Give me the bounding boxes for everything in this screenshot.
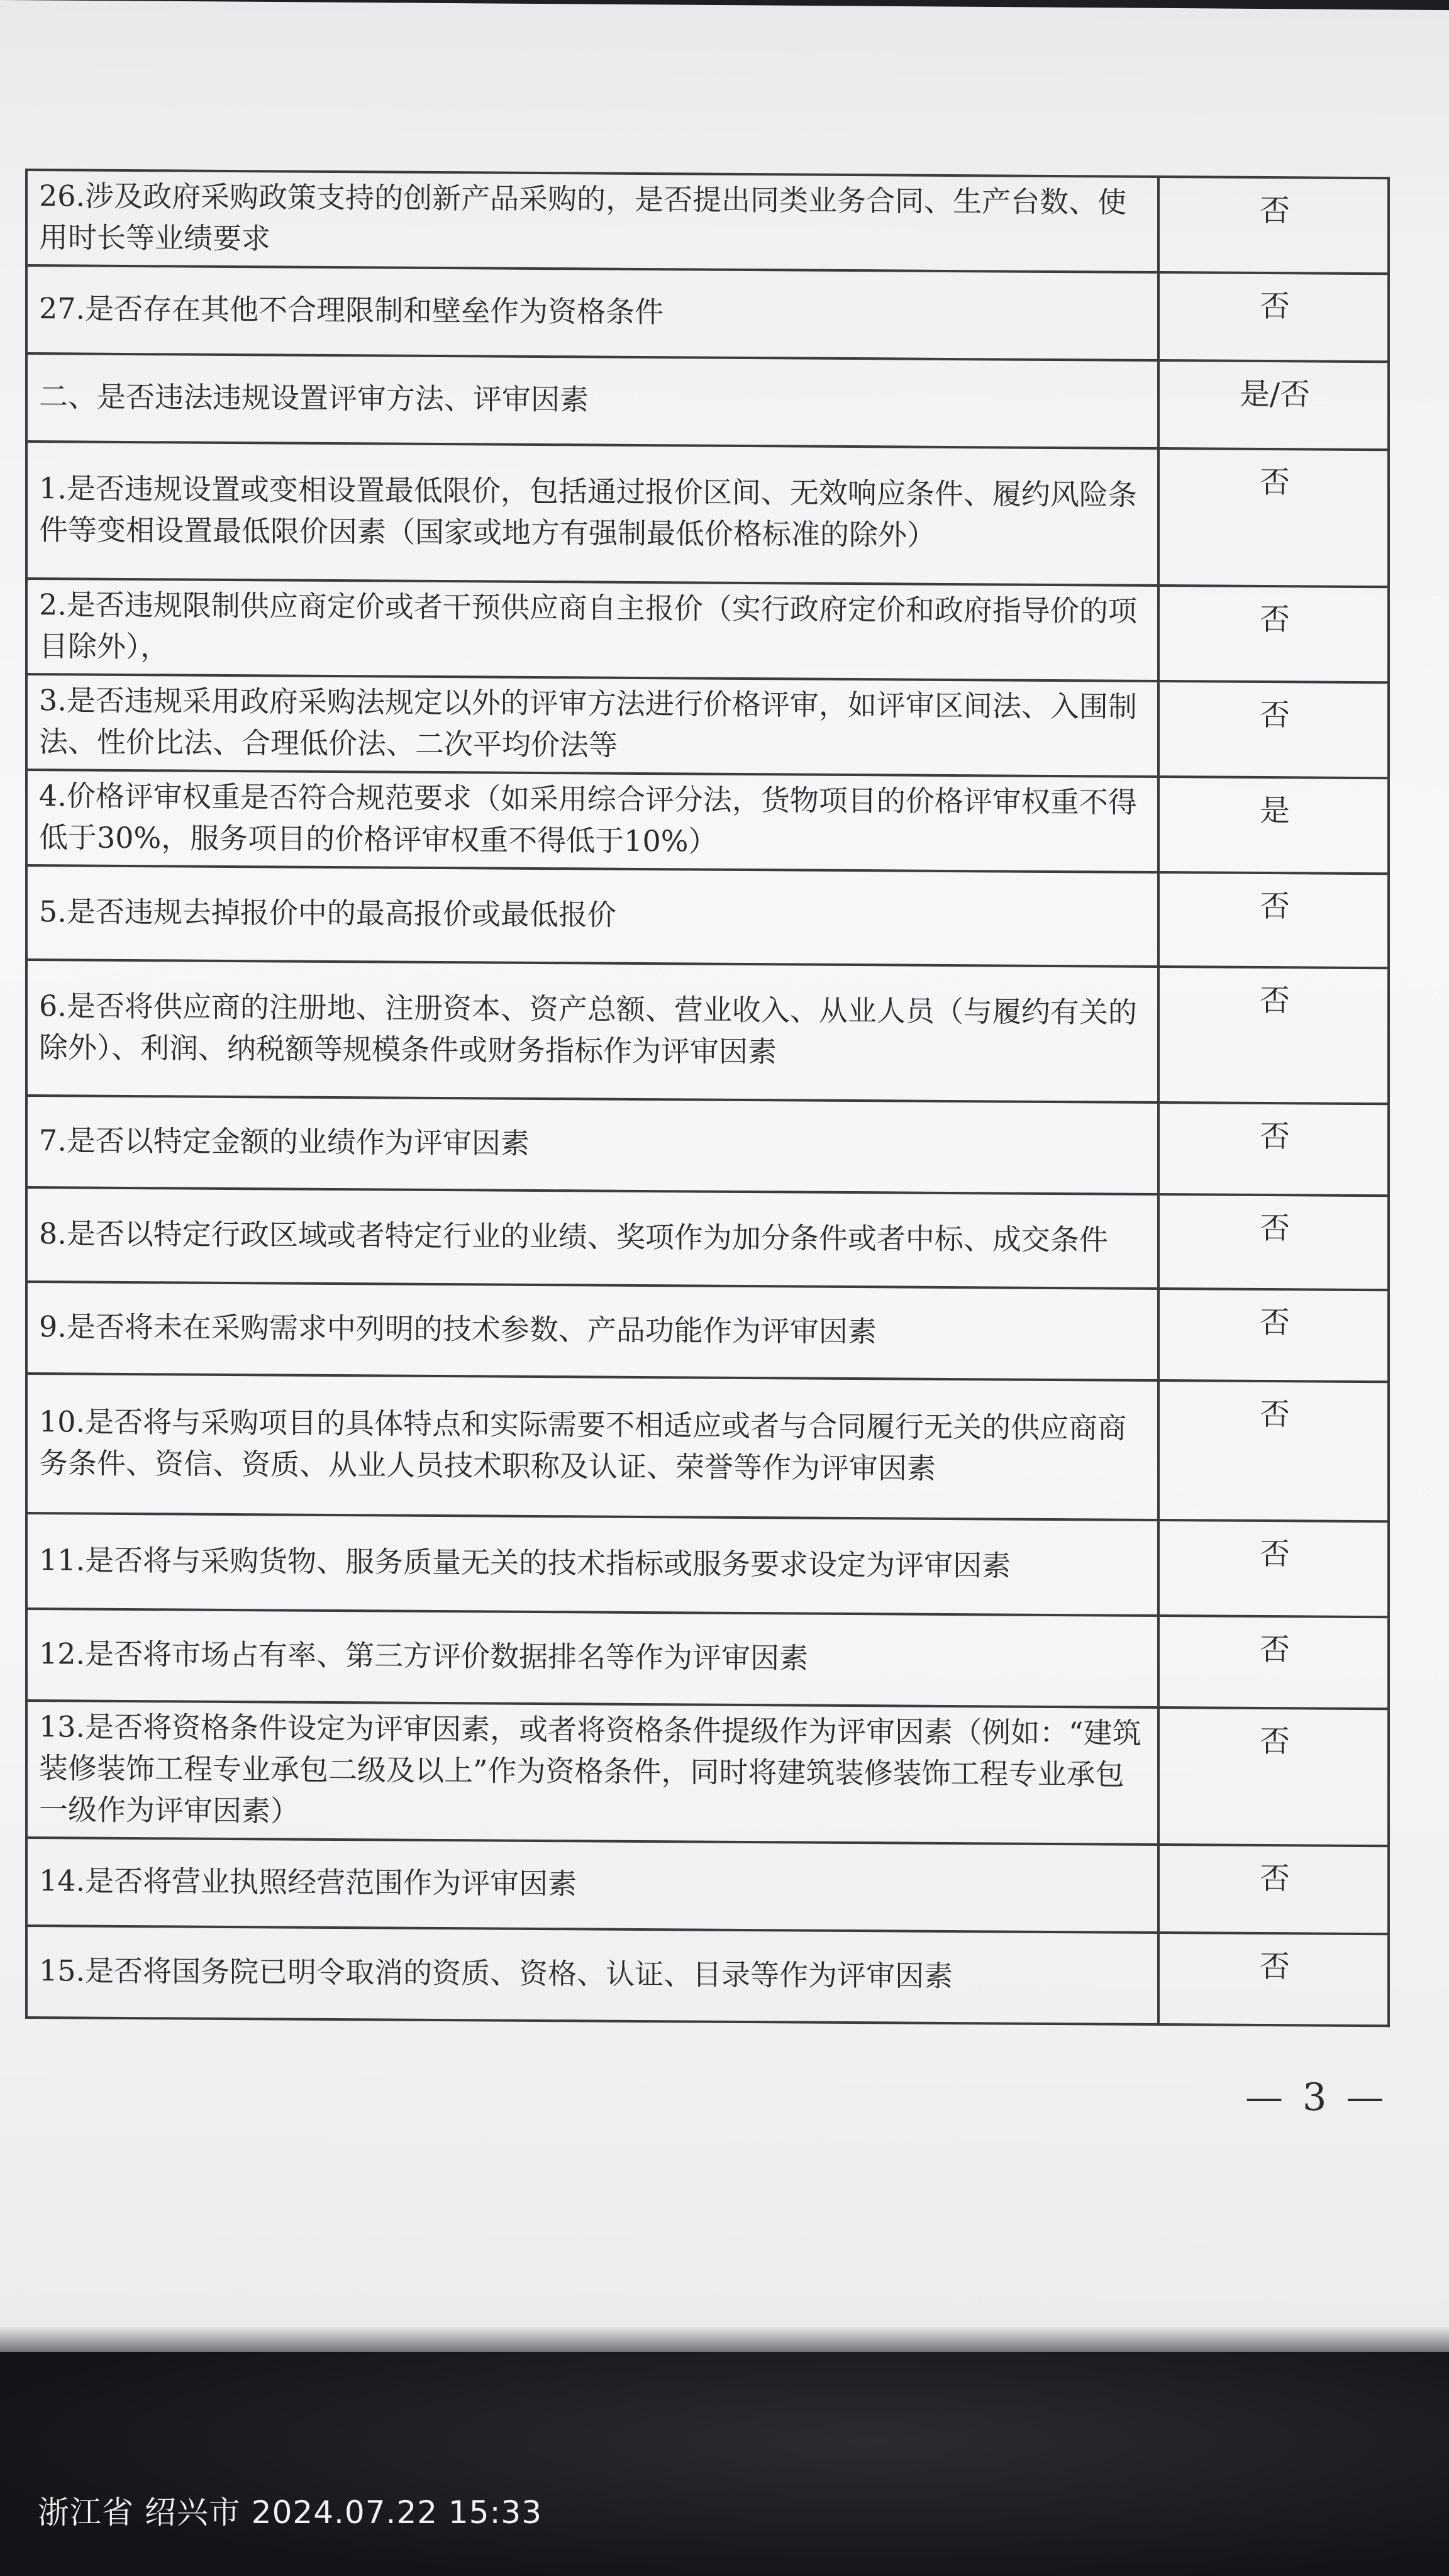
row-question: 6.是否将供应商的注册地、注册资本、资产总额、营业收入、从业人员（与履约有关的除外）、利润、纳税额等规模条件或财务指标作为评审因素 [26, 960, 1158, 1102]
table-row [26, 170, 1389, 274]
row-answer: 否 [1158, 448, 1389, 587]
row-answer: 否 [1158, 967, 1389, 1104]
row-answer: 否 [1158, 1520, 1389, 1617]
review-checklist-table [25, 169, 1390, 2027]
row-answer: 否 [1158, 681, 1389, 778]
row-answer: 否 [1158, 1102, 1389, 1196]
row-question: 27.是否存在其他不合理限制和壁垒作为资格条件 [26, 265, 1158, 360]
table-row [26, 1374, 1389, 1521]
table-row [26, 865, 1389, 968]
row-question: 8.是否以特定行政区域或者特定行业的业绩、奖项作为加分条件或者中标、成交条件 [26, 1187, 1158, 1289]
row-question: 7.是否以特定金额的业绩作为评审因素 [26, 1096, 1158, 1194]
row-question: 5.是否违规去掉报价中的最高报价或最低报价 [26, 865, 1158, 967]
table-row [26, 441, 1389, 587]
row-question: 26.涉及政府采购政策支持的创新产品采购的，是否提出同类业务合同、生产台数、使用时长等业绩要求 [26, 170, 1158, 272]
row-question: 9.是否将未在采购需求中列明的技术参数、产品功能作为评审因素 [26, 1282, 1158, 1380]
dark-background [0, 2352, 1449, 2576]
table-row [26, 1513, 1389, 1617]
table-row [26, 770, 1389, 874]
row-question: 3.是否违规采用政府采购法规定以外的评审方法进行价格评审，如评审区间法、入围制法、性价比法、合理低价法、二次平均价法等 [26, 674, 1158, 777]
row-question: 1.是否违规设置或变相设置最低限价，包括通过报价区间、无效响应条件、履约风险条件等变相设置最低限价因素（国家或地方有强制最低价格标准的除外） [26, 441, 1158, 586]
row-question: 11.是否将与采购货物、服务质量无关的技术指标或服务要求设定为评审因素 [26, 1513, 1158, 1616]
row-answer: 否 [1158, 1289, 1389, 1382]
row-answer: 是 [1158, 777, 1389, 874]
row-question: 2.是否违规限制供应商定价或者干预供应商自主报价（实行政府定价和政府指导价的项目除外）， [26, 579, 1158, 681]
table-row [26, 960, 1389, 1104]
table-row [26, 1096, 1389, 1196]
section-header-row [26, 353, 1389, 450]
table-row [26, 1187, 1389, 1290]
table-row [26, 1701, 1389, 1846]
table-row [26, 1838, 1389, 1934]
table-row [26, 1926, 1389, 2026]
table-row [26, 1609, 1389, 1709]
row-answer: 否 [1158, 1845, 1389, 1934]
section-heading: 二、是否违法违规设置评审方法、评审因素 [26, 353, 1158, 448]
row-answer: 否 [1158, 1707, 1389, 1846]
row-answer: 否 [1158, 1194, 1389, 1290]
row-question: 12.是否将市场占有率、第三方评价数据排名等作为评审因素 [26, 1609, 1158, 1707]
row-answer: 否 [1158, 586, 1389, 682]
row-question: 14.是否将营业执照经营范围作为评审因素 [26, 1838, 1158, 1933]
table-row [26, 674, 1389, 778]
row-question: 15.是否将国务院已明令取消的资质、资格、认证、目录等作为评审因素 [26, 1926, 1158, 2024]
table-row [26, 579, 1389, 682]
row-answer: 否 [1158, 177, 1389, 274]
row-question: 13.是否将资格条件设定为评审因素，或者将资格条件提级作为评审因素（例如：“建筑装修装饰工程专业承包二级及以上”作为资格条件，同时将建筑装修装饰工程专业承包一级作为评审因素） [26, 1701, 1158, 1845]
row-answer: 否 [1158, 272, 1389, 362]
column-heading-yes-no: 是/否 [1158, 360, 1389, 450]
table-row [26, 265, 1389, 362]
row-answer: 否 [1158, 1933, 1389, 2026]
photo-location-timestamp: 浙江省 绍兴市 2024.07.22 15:33 [38, 2494, 543, 2531]
page-number: — 3 — [1245, 2075, 1388, 2119]
table-row [26, 1282, 1389, 1382]
row-question: 4.价格评审权重是否符合规范要求（如采用综合评分法，货物项目的价格评审权重不得低于30%，服务项目的价格评审权重不得低于10%） [26, 770, 1158, 872]
row-answer: 否 [1158, 1616, 1389, 1709]
row-answer: 否 [1158, 872, 1389, 968]
row-answer: 否 [1158, 1380, 1389, 1521]
row-question: 10.是否将与采购项目的具体特点和实际需要不相适应或者与合同履行无关的供应商商务条件、资信、资质、从业人员技术职称及认证、荣誉等作为评审因素 [26, 1374, 1158, 1520]
